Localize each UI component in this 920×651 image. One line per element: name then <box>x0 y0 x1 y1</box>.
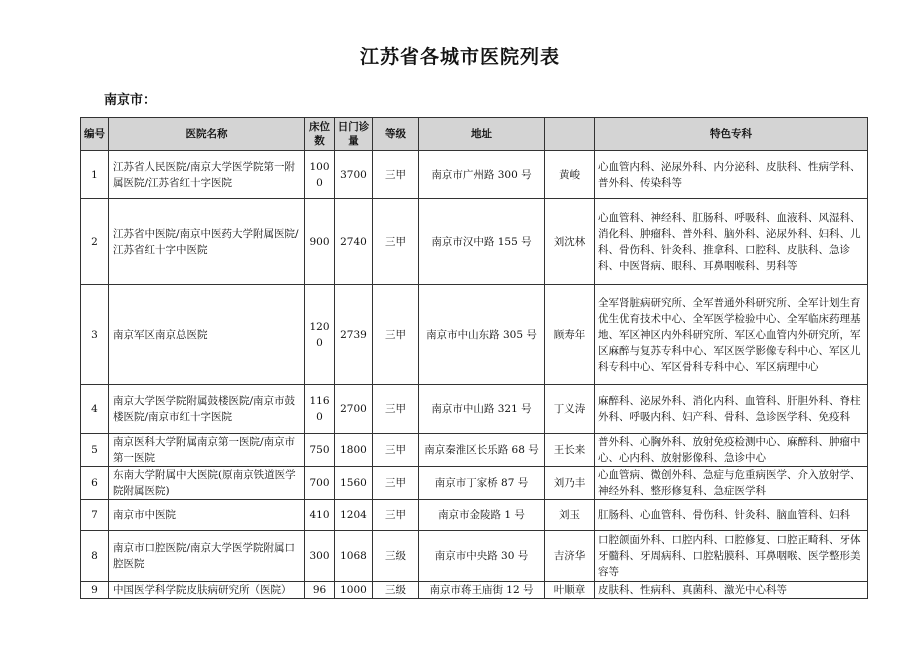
cell-leader: 丁义涛 <box>545 385 595 434</box>
cell-grade: 三甲 <box>373 500 419 531</box>
cell-grade: 三甲 <box>373 434 419 467</box>
cell-specialty: 普外科、心胸外科、放射免疫检测中心、麻醉科、肿瘤中心、心内科、放射影像科、急诊中心 <box>595 434 868 467</box>
cell-specialty: 肛肠科、心血管科、骨伤科、针灸科、脑血管科、妇科 <box>595 500 868 531</box>
cell-no: 3 <box>81 285 109 385</box>
header-specialty: 特色专科 <box>595 118 868 151</box>
cell-grade: 三级 <box>373 582 419 599</box>
cell-visits: 1000 <box>335 582 373 599</box>
cell-beds: 1200 <box>305 285 335 385</box>
cell-beds: 1000 <box>305 151 335 199</box>
cell-address: 南京市中央路 30 号 <box>419 531 545 582</box>
table-row <box>81 385 868 434</box>
cell-leader: 叶顺章 <box>545 582 595 599</box>
cell-specialty: 全军肾脏病研究所、全军普通外科研究所、全军计划生育优生优育技术中心、全军医学检验中心、全军临床药理基地、军区神区内外科研究所、军区心血管内外研究所，军区麻醉与复苏专科中心、军区医学影像专科中心、军区儿科专科中心、军区骨科专科中心、军区病理中心 <box>595 285 868 385</box>
cell-visits: 2739 <box>335 285 373 385</box>
cell-leader: 黄峻 <box>545 151 595 199</box>
header-name: 医院名称 <box>109 118 305 151</box>
cell-visits: 2700 <box>335 385 373 434</box>
cell-no: 9 <box>81 582 109 599</box>
cell-visits: 1068 <box>335 531 373 582</box>
table-header-row <box>81 118 868 151</box>
cell-address: 南京市汉中路 155 号 <box>419 199 545 285</box>
cell-name: 江苏省中医院/南京中医药大学附属医院/江苏省红十字中医院 <box>109 199 305 285</box>
cell-beds: 96 <box>305 582 335 599</box>
cell-leader: 顾寿年 <box>545 285 595 385</box>
city-heading: 南京市： <box>104 93 157 108</box>
cell-address: 南京市蒋王庙街 12 号 <box>419 582 545 599</box>
cell-specialty: 心血管内科、泌尿外科、内分泌科、皮肤科、性病学科、普外科、传染科等 <box>595 151 868 199</box>
page-title: 江苏省各城市医院列表 <box>359 46 560 68</box>
table-row <box>81 500 868 531</box>
cell-visits: 3700 <box>335 151 373 199</box>
cell-address: 南京市金陵路 1 号 <box>419 500 545 531</box>
cell-leader: 刘沈林 <box>545 199 595 285</box>
cell-no: 7 <box>81 500 109 531</box>
cell-no: 1 <box>81 151 109 199</box>
cell-leader: 王长来 <box>545 434 595 467</box>
cell-name: 南京市中医院 <box>109 500 305 531</box>
header-visits: 日门诊量 <box>335 118 373 151</box>
cell-name: 南京医科大学附属南京第一医院/南京市第一医院 <box>109 434 305 467</box>
cell-grade: 三甲 <box>373 199 419 285</box>
cell-name: 中国医学科学院皮肤病研究所（医院） <box>109 582 305 599</box>
cell-address: 南京市广州路 300 号 <box>419 151 545 199</box>
cell-leader: 刘乃丰 <box>545 467 595 500</box>
hospital-table <box>80 117 868 599</box>
table-row <box>81 151 868 199</box>
header-address: 地址 <box>419 118 545 151</box>
cell-address: 南京市中山东路 305 号 <box>419 285 545 385</box>
cell-beds: 410 <box>305 500 335 531</box>
cell-visits: 2740 <box>335 199 373 285</box>
table-row <box>81 434 868 467</box>
cell-beds: 900 <box>305 199 335 285</box>
cell-leader: 刘玉 <box>545 500 595 531</box>
cell-address: 南京秦淮区长乐路 68 号 <box>419 434 545 467</box>
cell-name: 东南大学附属中大医院(原南京铁道医学院附属医院) <box>109 467 305 500</box>
cell-name: 南京市口腔医院/南京大学医学院附属口腔医院 <box>109 531 305 582</box>
table-row <box>81 285 868 385</box>
cell-no: 4 <box>81 385 109 434</box>
cell-specialty: 口腔颌面外科、口腔内科、口腔修复、口腔正畸科、牙体牙髓科、牙周病科、口腔粘膜科、耳鼻咽喉、医学整形美容等 <box>595 531 868 582</box>
cell-address: 南京市中山路 321 号 <box>419 385 545 434</box>
cell-specialty: 心血管科、神经科、肛肠科、呼吸科、血液科、风湿科、消化科、肿瘤科、普外科、脑外科、泌尿外科、妇科、儿科、骨伤科、针灸科、推拿科、口腔科、皮肤科、急诊科、中医肾病、眼科、耳鼻咽喉科、男科等 <box>595 199 868 285</box>
cell-name: 南京大学医学院附属鼓楼医院/南京市鼓楼医院/南京市红十字医院 <box>109 385 305 434</box>
cell-beds: 750 <box>305 434 335 467</box>
cell-beds: 1160 <box>305 385 335 434</box>
table-row <box>81 199 868 285</box>
header-grade: 等级 <box>373 118 419 151</box>
cell-name: 江苏省人民医院/南京大学医学院第一附属医院/江苏省红十字医院 <box>109 151 305 199</box>
table-row <box>81 531 868 582</box>
cell-specialty: 心血管病、微创外科、急症与危重病医学、介入放射学、神经外科、整形修复科、急症医学科 <box>595 467 868 500</box>
cell-grade: 三甲 <box>373 151 419 199</box>
cell-no: 2 <box>81 199 109 285</box>
cell-visits: 1560 <box>335 467 373 500</box>
cell-address: 南京市丁家桥 87 号 <box>419 467 545 500</box>
header-leader <box>545 118 595 151</box>
cell-specialty: 皮肤科、性病科、真菌科、激光中心科等 <box>595 582 868 599</box>
cell-specialty: 麻醉科、泌尿外科、消化内科、血管科、肝胆外科、脊柱外科、呼吸内科、妇产科、骨科、急诊医学科、免疫科 <box>595 385 868 434</box>
cell-visits: 1800 <box>335 434 373 467</box>
cell-leader: 吉济华 <box>545 531 595 582</box>
cell-grade: 三甲 <box>373 467 419 500</box>
table-row <box>81 582 868 599</box>
header-beds: 床位数 <box>305 118 335 151</box>
table-row <box>81 467 868 500</box>
cell-name: 南京军区南京总医院 <box>109 285 305 385</box>
cell-no: 8 <box>81 531 109 582</box>
cell-visits: 1204 <box>335 500 373 531</box>
cell-grade: 三甲 <box>373 385 419 434</box>
cell-no: 5 <box>81 434 109 467</box>
cell-beds: 300 <box>305 531 335 582</box>
cell-no: 6 <box>81 467 109 500</box>
cell-beds: 700 <box>305 467 335 500</box>
cell-grade: 三甲 <box>373 285 419 385</box>
cell-grade: 三级 <box>373 531 419 582</box>
header-no: 编号 <box>81 118 109 151</box>
